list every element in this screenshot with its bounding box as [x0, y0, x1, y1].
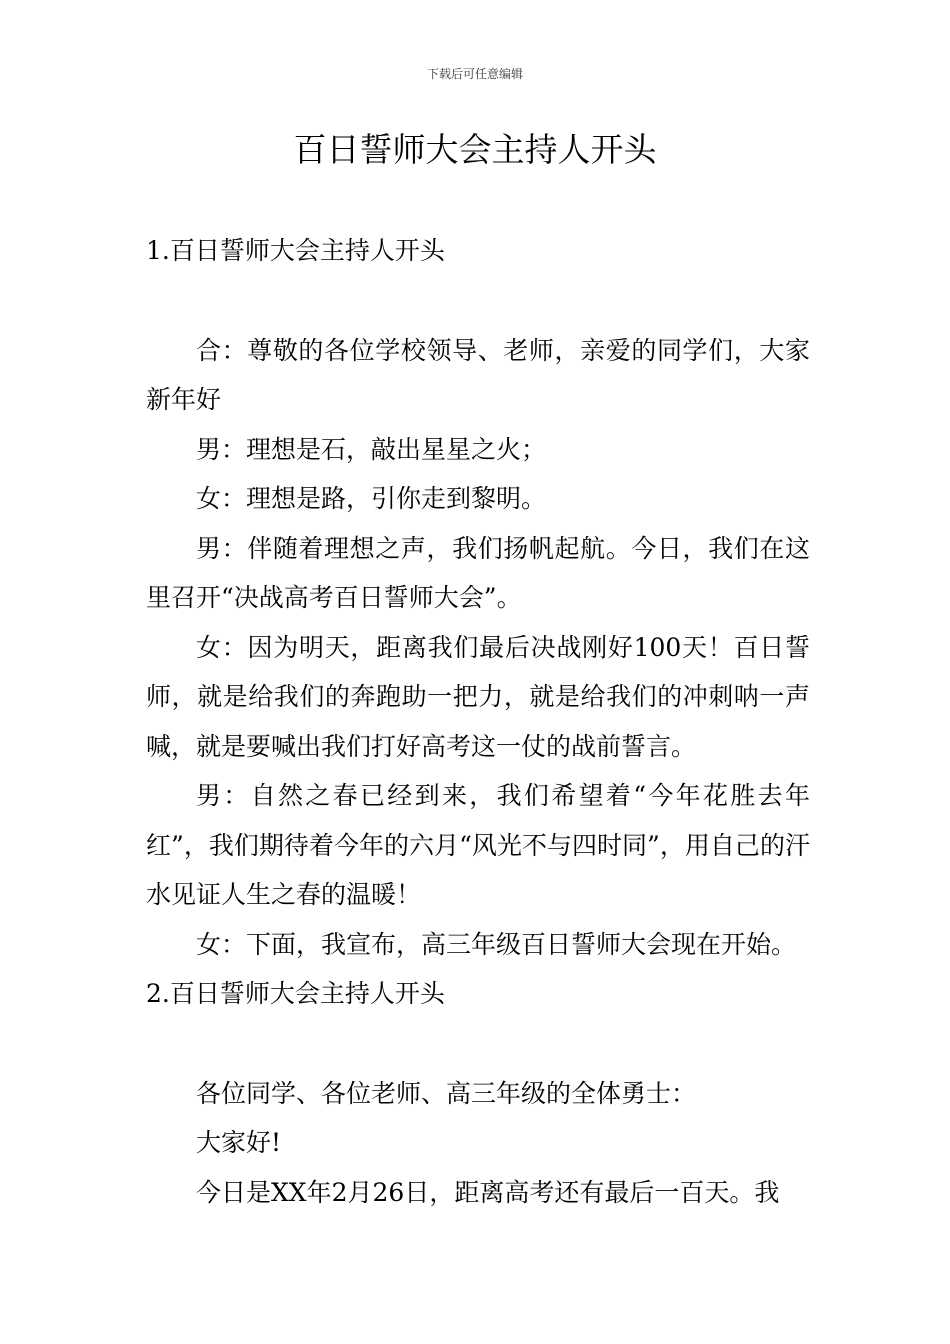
- document-title: 百日誓师大会主持人开头: [293, 130, 657, 169]
- blank-line: [146, 1019, 810, 1069]
- paragraph: 大家好!: [196, 1128, 282, 1157]
- paragraph: 各位同学、各位老师、高三年级的全体勇士：: [196, 1078, 697, 1108]
- paragraph: 今日是XX年2月26日，距离高考还有最后一百天。我: [196, 1177, 780, 1207]
- document-body: [146, 226, 810, 1217]
- paragraph: 男：自然之春已经到来，我们希望着“今年花胜去年红”，我们期待着今年的六月“风光不与四时同”，用自己的汗水见证人生之春的温暖！: [146, 781, 810, 909]
- section-2-heading: 2.百日誓师大会主持人开头: [146, 979, 445, 1008]
- paragraph: 女：因为明天，距离我们最后决战刚好100天！百日誓师，就是给我们的奔跑助一把力，就是给我们的冲刺呐一声喊，就是要喊出我们打好高考这一仗的战前誓言。: [146, 632, 810, 761]
- paragraph: 男：理想是石，敲出星星之火；: [196, 434, 547, 464]
- section-1-heading: 1.百日誓师大会主持人开头: [146, 236, 445, 265]
- paragraph: 男：伴随着理想之声，我们扬帆起航。今日，我们在这里召开“决战高考百日誓师大会”。: [146, 533, 810, 612]
- paragraph: 女：理想是路，引你走到黎明。: [196, 484, 547, 513]
- header-note: 下载后可任意编辑: [426, 67, 523, 81]
- blank-line: [146, 276, 810, 326]
- paragraph: 女：下面，我宣布，高三年级百日誓师大会现在开始。: [196, 929, 797, 959]
- paragraph: 合：尊敬的各位学校领导、老师，亲爱的同学们，大家新年好: [146, 335, 810, 414]
